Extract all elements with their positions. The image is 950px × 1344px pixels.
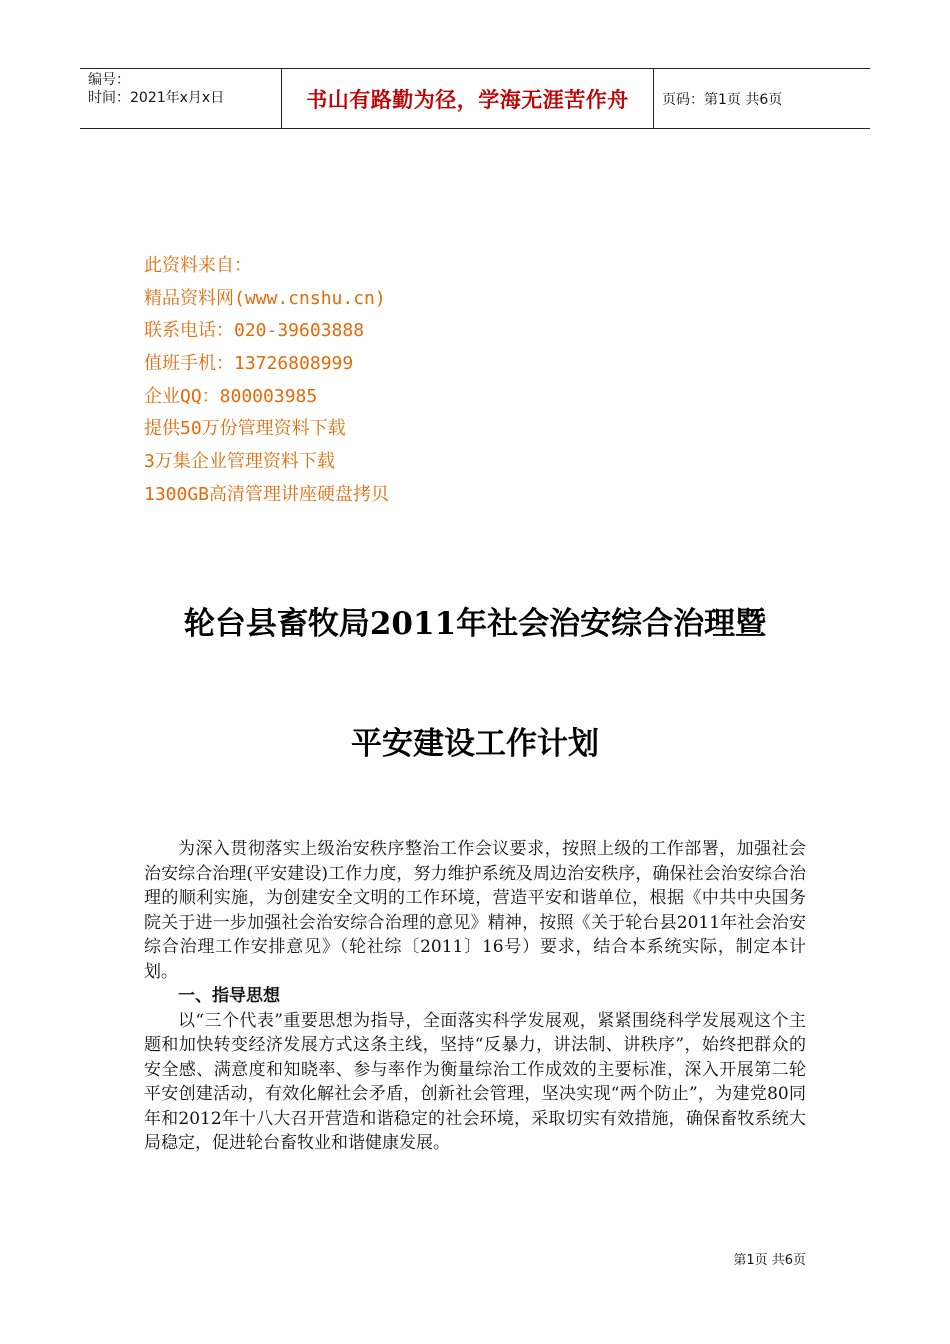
page-footer: 第1页 共6页 (733, 1253, 806, 1268)
page-header (80, 68, 870, 129)
header-motto: 书山有路勤为径，学海无涯苦作舟 (282, 69, 654, 128)
source-info-block (144, 250, 389, 512)
source-line: 值班手机：13726808999 (144, 353, 354, 375)
number-label: 编号： (88, 72, 130, 88)
document-title-line1: 轮台县畜牧局2011年社会治安综合治理暨 (183, 606, 767, 642)
source-line: 精品资料网(www.cnshu.cn) (144, 287, 386, 309)
source-line: 提供50万份管理资料下载 (144, 418, 346, 440)
document-body (144, 837, 806, 1156)
header-meta (80, 69, 282, 128)
document-title-line2: 平安建设工作计划 (351, 726, 599, 762)
source-line: 企业QQ：800003985 (144, 385, 318, 407)
source-line: 1300GB高清管理讲座硬盘拷贝 (144, 483, 390, 505)
source-line: 3万集企业管理资料下载 (144, 451, 335, 473)
date-line: 时间：2021年x月x日 (88, 90, 225, 106)
section-paragraph: 以“三个代表”重要思想为指导，全面落实科学发展观，紧紧围绕科学发展观这个主题和加快转变经济发展方式这条主线，坚持“反暴力，讲法制、讲秩序”，始终把群众的安全感、满意度和知晓率、参与率作为衡量综治工作成效的主要标准，深入开展第二轮平安创建活动，有效化解社会矛盾，创新社会管理，坚决实现“两个防止”，为建党80同年和2012年十八大召开营造和谐稳定的社会环境，采取切实有效措施，确保畜牧系统大局稳定，促进轮台畜牧业和谐健康发展。 (144, 1010, 806, 1153)
intro-paragraph: 为深入贯彻落实上级治安秩序整治工作会议要求，按照上级的工作部署，加强社会治安综合治理(平安建设)工作力度，努力维护系统及周边治安秩序，确保社会治安综合治理的顺利实施，为创建安全文明的工作环境，营造平安和谐单位，根据《中共中央国务院关于进一步加强社会治安综合治理的意见》精神，按照《关于轮台县2011年社会治安综合治理工作安排意见》（轮社综〔2011〕16号）要求，结合本系统实际，制定本计划。 (144, 839, 806, 982)
source-line: 此资料来自： (144, 255, 252, 276)
section-heading: 一、指导思想 (178, 986, 280, 1006)
source-line: 联系电话：020-39603888 (144, 320, 365, 342)
header-page-info: 页码：第1页 共6页 (662, 91, 783, 108)
